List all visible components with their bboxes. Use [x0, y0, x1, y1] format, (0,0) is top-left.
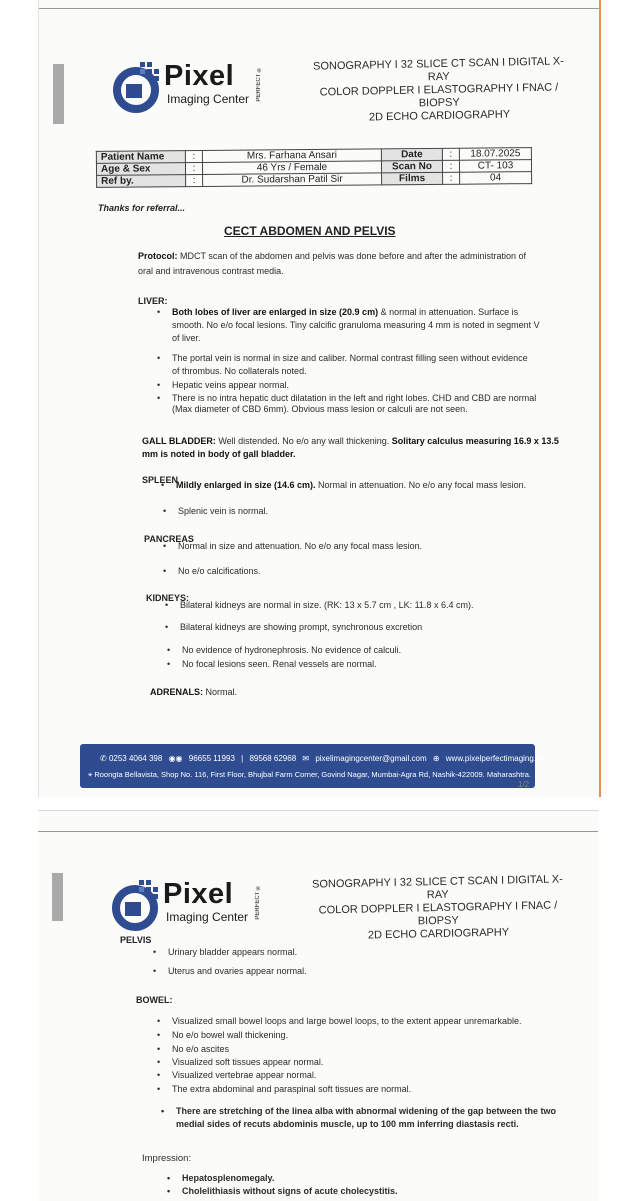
adrenals-line	[150, 687, 237, 698]
phone-landline[interactable]: 0253 4064 398	[108, 754, 163, 763]
gall-bladder-heading: GALL BLADDER:	[142, 436, 216, 446]
portal-vein-line-2: of thrombus. No collaterals noted.	[172, 366, 307, 376]
list-item: • Visualized vertebrae appear normal.	[172, 1070, 316, 1081]
list-item: • Normal in size and attenuation. No e/o any focal mass lesion.	[178, 541, 422, 552]
list-item: • Urinary bladder appears normal.	[168, 947, 297, 958]
report-title: CECT ABDOMEN AND PELVIS	[224, 224, 396, 238]
brand-perfect: PERFECT ®	[255, 884, 261, 920]
email-address[interactable]: pixelimagingcenter@gmail.com	[315, 754, 427, 763]
list-item: • No e/o bowel wall thickening.	[172, 1030, 288, 1041]
address-row	[88, 770, 531, 780]
colon: :	[443, 172, 460, 184]
protocol-line	[138, 251, 526, 262]
liver-finding-bold: Both lobes of liver are enlarged in size (20.9 cm)	[172, 307, 379, 317]
phone-icon: ✆	[100, 754, 107, 763]
phone-mobile-2[interactable]: 89568 62968	[249, 754, 297, 763]
globe-icon: ⊕	[432, 754, 440, 763]
liver-finding-line-2: smooth. No e/o focal lesions. Tiny calcific granuloma measuring 4 mm is noted in segment V	[172, 320, 540, 330]
report-date: 18.07.2025	[459, 148, 531, 161]
pancreas-heading: PANCREAS	[144, 534, 194, 544]
header-rule	[38, 831, 598, 832]
protocol-text: MDCT scan of the abdomen and pelvis was done before and after the administration of	[177, 251, 527, 261]
gall-bladder-line-2	[142, 449, 296, 460]
list-item: • Bilateral kidneys are showing prompt, synchronous excretion	[180, 622, 422, 633]
services-line: 2D ECHO CARDIOGRAPHY	[368, 108, 511, 124]
spleen-finding-bold: Mildly enlarged in size (14.6 cm).	[176, 480, 316, 490]
gall-bladder-finding: Solitary calculus measuring 16.9 x 13.5	[391, 436, 559, 446]
kidneys-heading: KIDNEYS:	[146, 593, 190, 603]
protocol-label: Protocol:	[138, 251, 178, 261]
services-line: 2D ECHO CARDIOGRAPHY	[367, 926, 510, 942]
scan-no-label: Scan No	[381, 160, 442, 173]
gall-bladder-line	[142, 436, 559, 447]
age-sex-label: Age & Sex	[96, 163, 185, 176]
list-item: • Splenic vein is normal.	[178, 506, 268, 517]
list-item: • There is no intra hepatic duct dilatation in the left and right lobes. CHD and CBD are normal	[172, 393, 536, 404]
bile-duct-line-2: (Max diameter of CBD 6mm). Obvious mass lesion or calculi are not seen.	[172, 404, 468, 414]
thanks-note: Thanks for referral...	[98, 203, 186, 213]
list-item: • No evidence of hydronephrosis. No evidence of calculi.	[182, 645, 401, 656]
diastasis-recti-line-2: medial sides of recuts abdominis muscle, up to 100 mm inferring diastasis recti.	[176, 1119, 519, 1129]
list-item: • Bilateral kidneys are normal in size. (RK: 13 x 5.7 cm , LK: 11.8 x 6.4 cm).	[180, 600, 473, 611]
brand-name: Pixel	[164, 60, 235, 92]
page-number: 1/2	[518, 780, 530, 789]
list-item	[172, 307, 518, 318]
brand-name: Pixel	[163, 878, 234, 910]
patient-name-label: Patient Name	[96, 151, 185, 164]
pixel-logo-icon	[112, 58, 164, 114]
phone-mobile-1[interactable]: 96655 11993	[188, 754, 235, 763]
gall-bladder-text: Well distended. No e/o any wall thickening.	[215, 436, 392, 446]
liver-finding-text: & normal in attenuation. Surface is	[378, 307, 519, 317]
bowel-heading: BOWEL:	[136, 995, 173, 1005]
brand-tagline: Imaging Center	[166, 910, 249, 924]
scan-no: CT- 103	[459, 160, 531, 173]
binding-tab	[53, 64, 64, 124]
spleen-finding-text: Normal in attenuation. No e/o any focal mass lesion.	[315, 480, 527, 490]
age-sex: 46 Yrs / Female	[202, 161, 381, 175]
date-label: Date	[381, 148, 442, 161]
whatsapp-icon: ◉◉	[168, 754, 183, 763]
pixel-logo-icon	[111, 876, 163, 932]
list-item: • Uterus and ovaries appear normal.	[168, 966, 307, 977]
list-item	[176, 480, 526, 491]
binding-tab	[52, 873, 63, 921]
services-line: COLOR DOPPLER I ELASTOGRAPHY I FNAC / BIOPSY	[318, 899, 558, 928]
address: Roongta Bellavista, Shop No. 116, First Floor, Bhujbal Farm Corner, Govind Nagar, Mumbai-Agra Rd, Nashik-422009. Maharashtra.	[94, 770, 532, 779]
list-item: • Hepatosplenomegaly.	[182, 1173, 274, 1184]
contact-row	[100, 754, 542, 763]
header-rule	[39, 8, 599, 9]
list-item: • Cholelithiasis without signs of acute cholecystitis.	[182, 1186, 398, 1197]
contact-footer	[80, 744, 543, 788]
brand-logo	[111, 876, 311, 936]
colon: :	[186, 174, 203, 186]
list-item: • The portal vein is normal in size and caliber. Normal contrast filling seen without evidence	[172, 353, 528, 364]
services-line: SONOGRAPHY I 32 SLICE CT SCAN I DIGITAL X-RAY	[311, 873, 563, 902]
separator: |	[241, 754, 244, 763]
services-line: COLOR DOPPLER I ELASTOGRAPHY I FNAC / BIOPSY	[319, 81, 559, 110]
list-item: • There are stretching of the linea alba with abnormal widening of the gap between the two	[176, 1106, 556, 1117]
brand-perfect: PERFECT ®	[256, 66, 262, 102]
list-item: • Hepatic veins appear normal.	[172, 380, 289, 391]
brand-tagline: Imaging Center	[167, 92, 250, 106]
adrenals-heading: ADRENALS:	[150, 687, 203, 697]
website[interactable]: www.pixelperfectimaging.in	[445, 754, 543, 763]
patient-info-table	[96, 147, 532, 188]
pelvis-heading: PELVIS	[120, 935, 152, 945]
liver-heading: LIVER:	[138, 296, 168, 306]
brand-logo	[112, 58, 312, 118]
films-count: 04	[460, 172, 532, 185]
gall-bladder-finding-2: mm is noted in body of gall bladder.	[142, 449, 296, 459]
services-line: SONOGRAPHY I 32 SLICE CT SCAN I DIGITAL X-RAY	[312, 55, 564, 84]
list-item: • No e/o calcifications.	[178, 566, 261, 577]
ref-by-label: Ref by.	[97, 175, 186, 188]
location-pin-icon: ⌖	[88, 770, 93, 779]
colon: :	[442, 160, 459, 172]
colon: :	[442, 148, 459, 160]
spleen-heading: SPLEEN	[142, 475, 179, 485]
impression-heading: Impression:	[142, 1153, 192, 1164]
films-label: Films	[382, 172, 443, 185]
list-item: • No focal lesions seen. Renal vessels are normal.	[182, 659, 377, 670]
email-icon: ✉	[302, 754, 310, 763]
adrenals-text: Normal.	[203, 687, 238, 697]
liver-finding-line-3: of liver.	[172, 333, 201, 343]
colon: :	[185, 150, 202, 162]
list-item: • Visualized soft tissues appear normal.	[172, 1057, 323, 1068]
referring-doctor: Dr. Sudarshan Patil Sir	[203, 173, 382, 187]
services-list	[307, 873, 568, 943]
services-list	[308, 55, 569, 125]
protocol-line-2: oral and intravenous contrast media.	[138, 266, 284, 276]
patient-name: Mrs. Farhana Ansari	[202, 149, 381, 163]
list-item: • The extra abdominal and paraspinal soft tissues are normal.	[172, 1084, 411, 1095]
colon: :	[185, 162, 202, 174]
list-item: • No e/o ascites	[172, 1044, 229, 1055]
report-page-2	[38, 810, 598, 1201]
list-item: • Visualized small bowel loops and large bowel loops, to the extent appear unremarkable.	[172, 1016, 522, 1027]
